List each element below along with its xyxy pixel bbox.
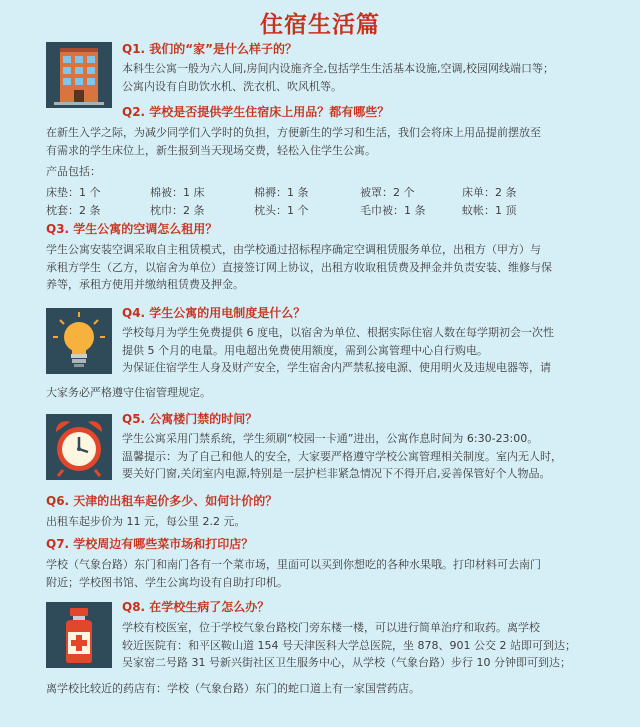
bedding-item: 枕套：2 条	[46, 204, 101, 217]
answer-3-line: 承租方学生（乙方，以宿舍为单位）直接签订网上协议，出租方收取租赁费及押金并负责安装、维修与保	[46, 260, 552, 274]
question-6: Q6. 天津的出租车起价多少、如何计价的？	[46, 494, 278, 508]
answer-1-line: 本科生公寓一般为六人间,房间内设施齐全,包括学生生活基本设施,空调,校园网线端口等；	[122, 62, 554, 75]
bedding-item: 棉被：1 床	[150, 186, 205, 199]
bedding-item: 枕巾：2 条	[150, 204, 205, 217]
answer-8-line: 吴家窑二号路 31 号新兴街社区卫生服务中心，从学校（气象台路）步行 10 分钟即可到达；	[122, 656, 571, 669]
answer-7-line: 附近；学校图书馆、学生公寓均设有自助打印机。	[46, 575, 288, 589]
answer-4-line: 提供 5 个月的电量。用电超出免费使用额度，需到公寓管理中心自行购电。	[122, 343, 488, 357]
answer-8-line: 离学校比较近的药店有：学校（气象台路）东门的蛇口道上有一家国营药店。	[46, 682, 420, 695]
answer-5-line: 学生公寓采用门禁系统，学生须刷“校园一卡通”进出，公寓作息时间为 6:30-23:00。	[122, 432, 539, 445]
question-5: Q5. 公寓楼门禁的时间？	[122, 412, 258, 426]
answer-8-line: 学校有校医室，位于学校气象台路校门旁东楼一楼，可以进行简单治疗和取药。离学校	[122, 621, 540, 634]
question-2: Q2. 学校是否提供学生住宿床上用品？都有哪些？	[122, 105, 390, 119]
question-1: Q1. 我们的“家”是什么样子的？	[122, 42, 298, 56]
light-bulb-icon	[46, 308, 112, 374]
bedding-items-list	[46, 184, 606, 220]
bedding-item: 棉褥：1 条	[254, 186, 309, 199]
medicine-bottle-icon	[46, 602, 112, 668]
answer-2-line: 在新生入学之际，为减少同学们入学时的负担，方便新生的学习和生活，我们会将床上用品提前摆放至	[46, 126, 541, 139]
bedding-item: 蚊帐：1 顶	[462, 204, 517, 217]
question-8: Q8. 在学校生病了怎么办？	[122, 600, 270, 614]
answer-5-line: 温馨提示：为了自己和他人的安全，大家要严格遵守学校公寓管理相关制度。室内无人时，	[122, 449, 562, 463]
answer-8-line: 较近医院有：和平区鞍山道 154 号天津医科大学总医院，坐 878、901 公交 2 站即可到达；	[122, 638, 576, 652]
items-label: 产品包括：	[46, 165, 101, 178]
answer-2-line: 有需求的学生床位上，新生报到当天现场交费，轻松入住学生公寓。	[46, 143, 376, 157]
bedding-item: 枕头：1 个	[254, 204, 309, 217]
answer-1-line: 公寓内设有自助饮水机、洗衣机、吹风机等。	[122, 79, 342, 93]
question-7: Q7. 学校周边有哪些菜市场和打印店？	[46, 537, 254, 551]
bedding-item: 毛巾被：1 条	[360, 204, 426, 217]
answer-4-line: 学校每月为学生免费提供 6 度电，以宿舍为单位、根据实际住宿人数在每学期初会一次性	[122, 326, 554, 339]
answer-4-line: 为保证住宿学生人身及财产安全，学生宿舍内严禁私接电源、使用明火及违规电器等，请	[122, 361, 551, 374]
answer-3-line: 学生公寓安装空调采取自主租赁模式，由学校通过招标程序确定空调租赁服务单位，出租方（甲方）与	[46, 243, 541, 256]
bedding-item: 床垫：1 个	[46, 186, 101, 199]
bedding-item: 床单：2 条	[462, 186, 517, 199]
answer-3-line: 养等，承租方使用并缴纳租赁费及押金。	[46, 278, 244, 291]
page-title: 住宿生活篇	[260, 12, 380, 38]
answer-7-line: 学校（气象台路）东门和南门各有一个菜市场，里面可以买到你想吃的各种水果哦。打印材料可去南门	[46, 558, 541, 571]
answer-4-line: 大家务必严格遵守住宿管理规定。	[46, 386, 211, 399]
question-4: Q4. 学生公寓的用电制度是什么？	[122, 306, 306, 320]
alarm-clock-icon	[46, 414, 112, 480]
bedding-item: 被罩：2 个	[360, 186, 415, 199]
apartment-building-icon	[46, 42, 112, 108]
answer-6-line: 出租车起步价为 11 元，每公里 2.2 元。	[46, 515, 246, 528]
answer-5-line: 要关好门窗,关闭室内电源,特别是一层护栏非紧急情况下不得开启,妥善保管好个人物品。	[122, 467, 551, 480]
question-3: Q3. 学生公寓的空调怎么租用？	[46, 222, 218, 236]
